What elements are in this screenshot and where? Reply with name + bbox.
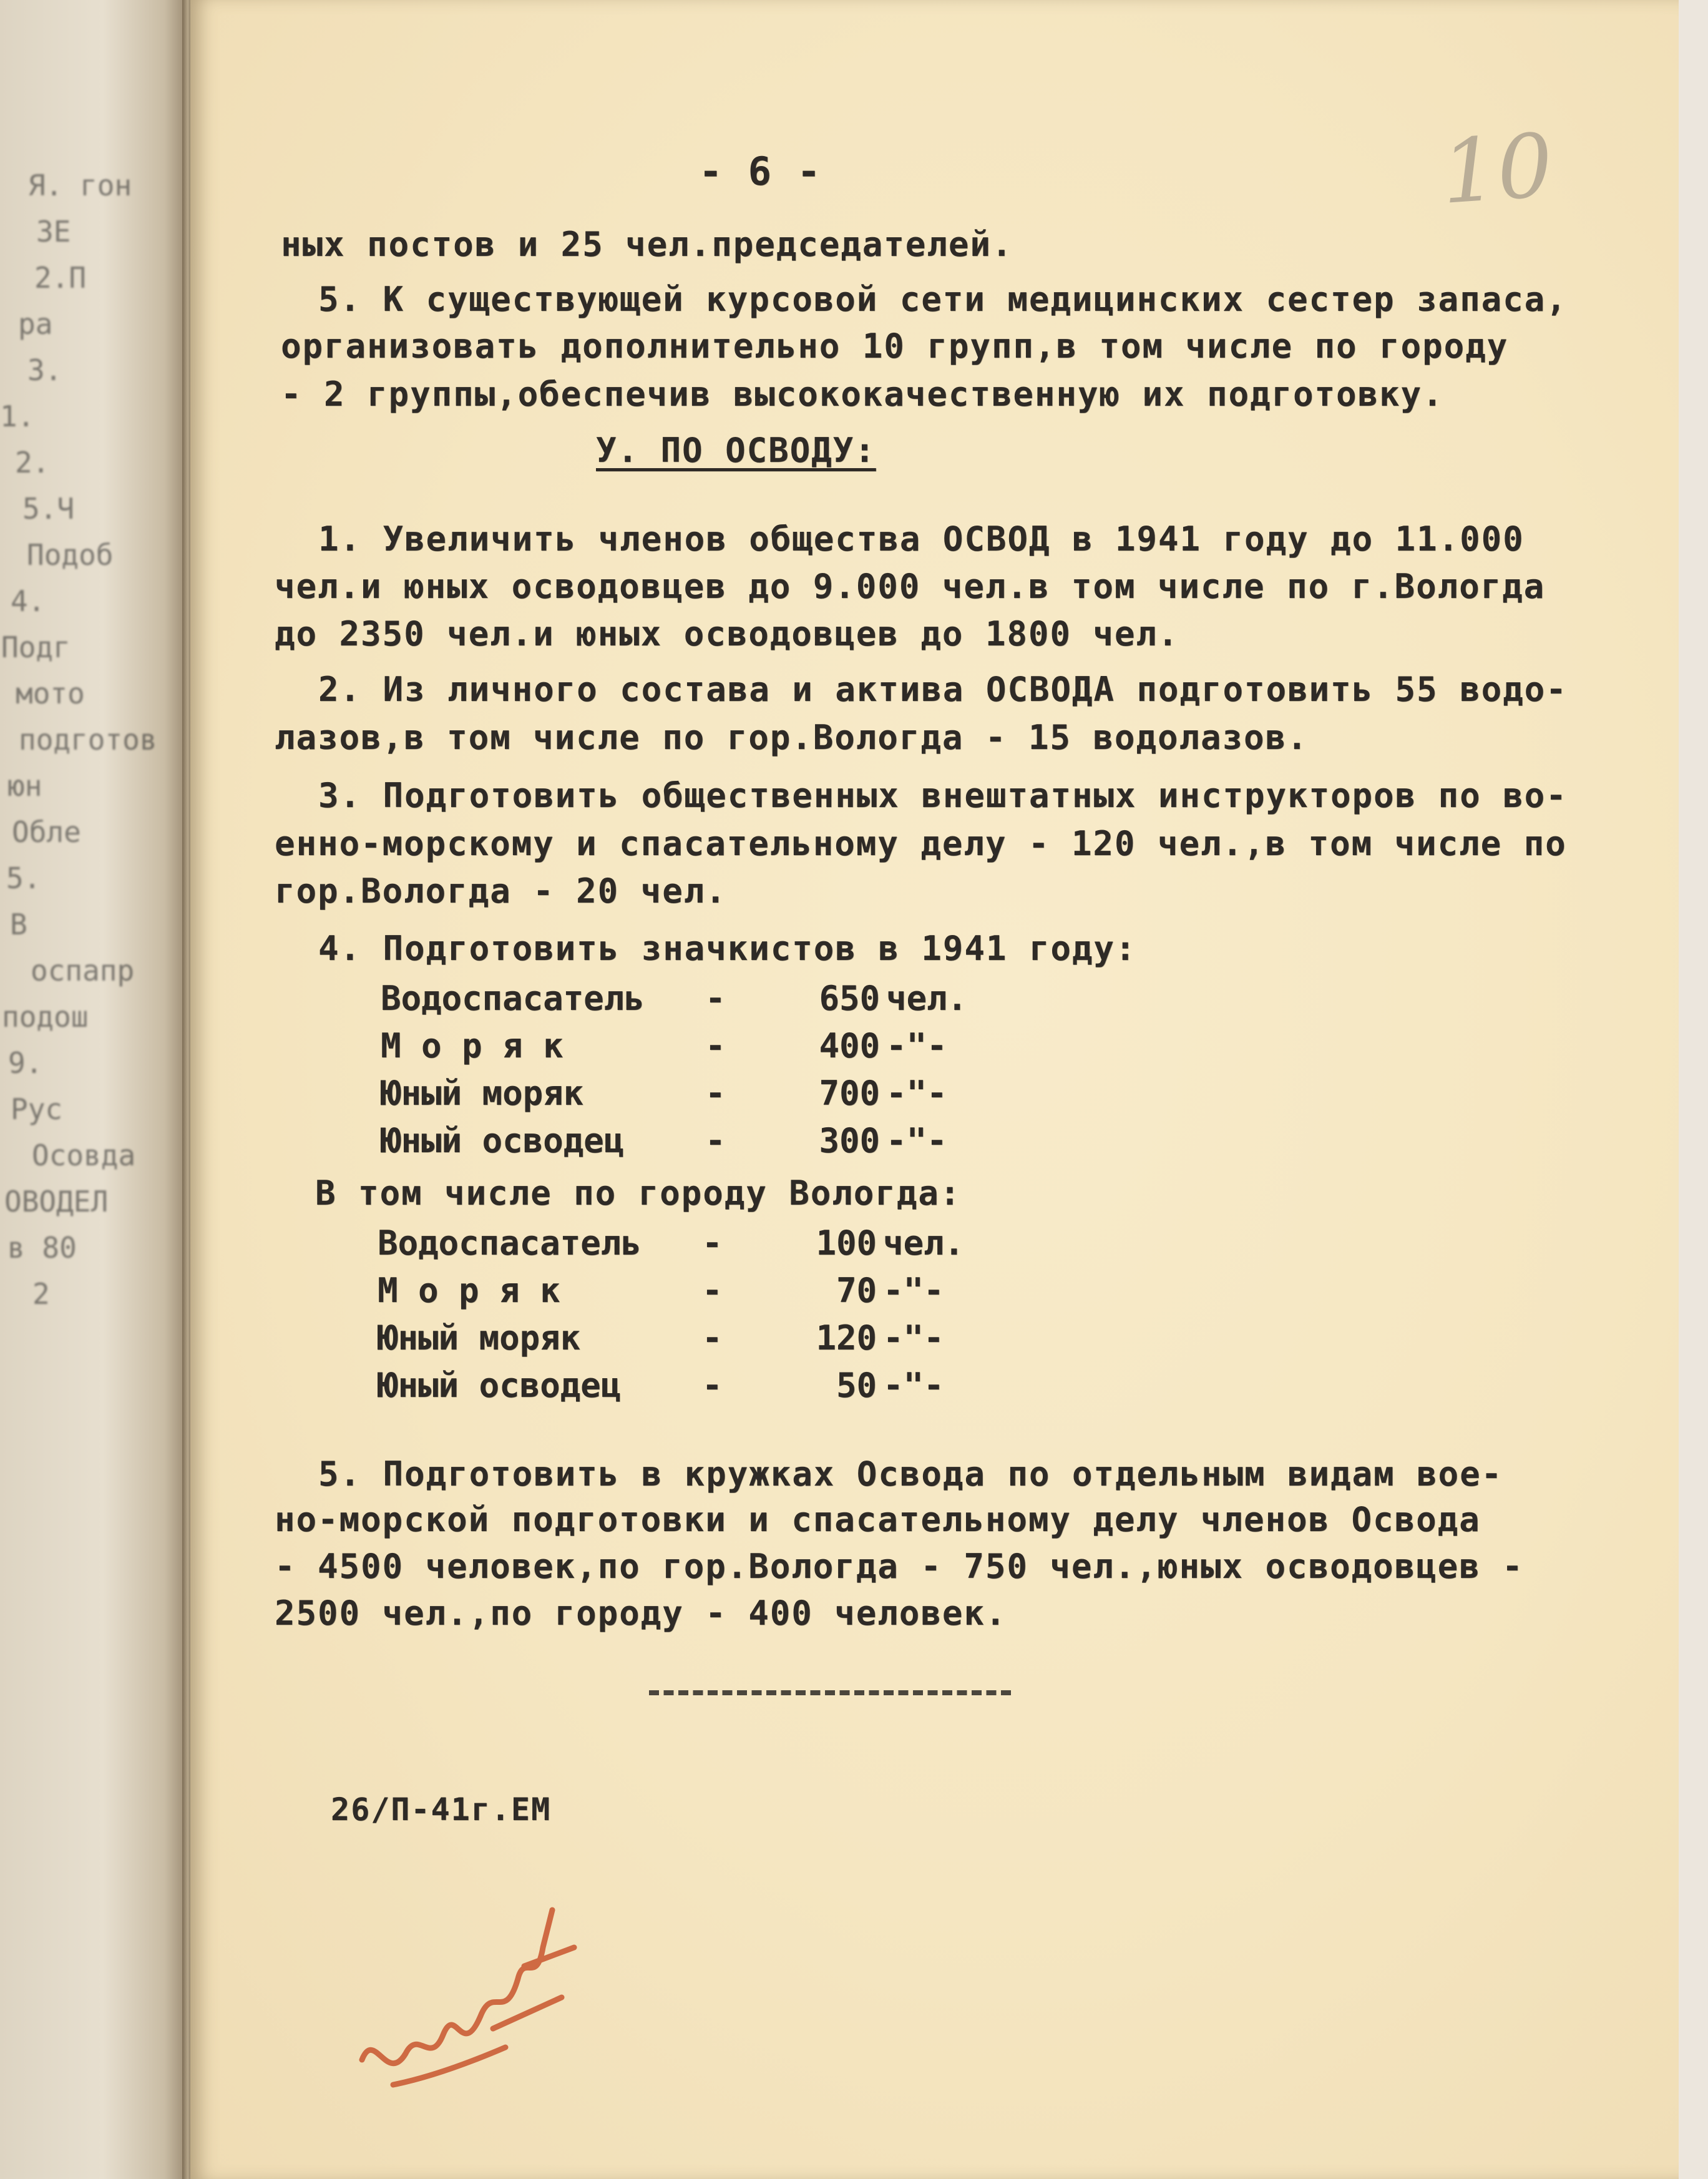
table-row	[378, 1271, 1002, 1318]
left-page-fragment: подош	[2, 1000, 89, 1034]
table-row	[378, 1223, 1002, 1271]
handwritten-sheet-number: 10	[1438, 114, 1556, 225]
item-5b-line-2: но-морской подготовки и спасательному делу членов Осводa	[275, 1500, 1481, 1539]
badge-name: Водоспасатель	[378, 1223, 642, 1263]
left-page	[0, 0, 187, 2179]
left-page-fragment: ЗЕ	[36, 215, 71, 248]
item-5-line-3: - 2 группы,обеспечив высококачественную их подготовку.	[281, 375, 1444, 414]
unit-label: чел.	[886, 979, 968, 1018]
badge-count: 100	[816, 1223, 877, 1263]
table-row	[378, 1318, 1002, 1366]
table-row	[378, 1366, 1002, 1413]
unit-label: -"-	[886, 1026, 947, 1065]
separator-dash: -	[702, 1223, 723, 1263]
left-page-fragment: оспапр	[31, 954, 135, 987]
left-page-fragment: 2.П	[34, 261, 87, 295]
left-page-text	[0, 162, 181, 1317]
item-5b-line-4: 2500 чел.,по городу - 400 человек.	[275, 1594, 1007, 1633]
left-page-fragment: 4.	[11, 584, 46, 618]
table-row	[381, 1026, 1005, 1074]
separator-dash: -	[705, 1026, 726, 1065]
left-page-fragment: подготов	[19, 723, 157, 757]
badge-name: Водоспасатель	[381, 979, 645, 1018]
badge-name: Юный моряк	[381, 1074, 584, 1113]
left-page-fragment: Рус	[11, 1092, 63, 1126]
left-page-fragment: 9.	[8, 1046, 43, 1080]
left-page-fragment: 5.	[6, 861, 41, 895]
left-page-fragment: юн	[7, 769, 42, 803]
item-2-line-1: 2. Из личного состава и актива ОСВОДА подготовить 55 водо-	[318, 670, 1568, 709]
item-3-line-3: гор.Вологда - 20 чел.	[275, 871, 727, 911]
page-number: - 6 -	[699, 149, 822, 194]
left-page-fragment: Подоб	[27, 538, 114, 572]
left-page-fragment: 1.	[0, 399, 35, 433]
table-row	[381, 979, 1005, 1026]
item-1-line-2: чел.и юных осводовцев до 9.000 чел.в том числе по г.Вологда	[275, 567, 1546, 606]
unit-label: -"-	[883, 1366, 944, 1405]
line-continuation: ных постов и 25 чел.председателей.	[281, 225, 1013, 264]
closing-rule	[649, 1690, 1011, 1695]
separator-dash: -	[702, 1271, 723, 1310]
item-2-line-2: лазов,в том числе по гор.Вологда - 15 водолазов.	[275, 718, 1309, 757]
left-page-fragment: Я. гон	[28, 169, 132, 202]
badge-count: 50	[836, 1366, 877, 1405]
left-page-fragment: ОВОДЕЛ	[4, 1185, 109, 1218]
badge-name: Юный моряк	[378, 1318, 581, 1358]
unit-label: -"-	[886, 1074, 947, 1113]
left-page-fragment: 2	[32, 1277, 50, 1311]
left-page-fragment: 2.	[15, 446, 50, 479]
left-page-fragment: Подг	[1, 630, 71, 664]
badge-count: 400	[819, 1026, 880, 1065]
badge-count: 650	[819, 979, 880, 1018]
unit-label: -"-	[883, 1271, 944, 1310]
item-1-line-3: до 2350 чел.и юных осводовцев до 1800 чел.	[275, 614, 1179, 654]
separator-dash: -	[705, 1074, 726, 1113]
badge-name: Юный осводец	[378, 1366, 622, 1405]
badge-count: 70	[836, 1271, 877, 1310]
left-page-fragment: 3.	[27, 353, 62, 387]
item-1-line-1: 1. Увеличить членов общества ОСВОД в 1941 году до 11.000	[318, 519, 1525, 559]
left-page-fragment: в 80	[7, 1231, 77, 1265]
left-page-fragment: Обле	[12, 815, 81, 849]
left-page-fragment: Осовда	[32, 1138, 136, 1172]
separator-dash: -	[705, 1121, 726, 1160]
badge-name: М о р я к	[378, 1271, 560, 1310]
separator-dash: -	[705, 979, 726, 1018]
table-row	[381, 1121, 1005, 1168]
unit-label: -"-	[883, 1318, 944, 1358]
item-5-line-1: 5. К существующей курсовой сети медицинских сестер запаса,	[318, 280, 1568, 319]
date-code: 26/П-41г.ЕМ	[331, 1791, 552, 1828]
badge-name: Юный осводец	[381, 1121, 625, 1160]
item-5b-line-3: - 4500 человек,по гор.Вологда - 750 чел.,юных осводовцев -	[275, 1547, 1524, 1586]
unit-label: -"-	[886, 1121, 947, 1160]
handwritten-signature	[337, 1873, 605, 2110]
badge-name: М о р я к	[381, 1026, 564, 1065]
left-page-fragment: В	[10, 908, 27, 941]
separator-dash: -	[702, 1318, 723, 1358]
left-page-fragment: ра	[18, 307, 53, 341]
item-3-line-1: 3. Подготовить общественных внештатных инструкторов по во-	[318, 776, 1568, 815]
item-3-line-2: енно-морскому и спасательному делу - 120 чел.,в том числе по	[275, 824, 1567, 863]
left-page-fragment: 5.Ч	[22, 492, 75, 526]
item-5b-line-1: 5. Подготовить в кружках Осводa по отдельным видам вое-	[318, 1454, 1503, 1494]
item-4-line-1: 4. Подготовить значкистов в 1941 году:	[318, 929, 1137, 968]
table-row	[381, 1074, 1005, 1121]
page-edge	[1679, 0, 1708, 2179]
badge-count: 700	[819, 1074, 880, 1113]
section-heading: У. ПО ОСВОДУ:	[596, 431, 876, 470]
separator-dash: -	[702, 1366, 723, 1405]
city-subheading: В том числе по городу Вологда:	[315, 1173, 962, 1213]
item-5-line-2: организовать дополнительно 10 групп,в том числе по городу	[281, 326, 1509, 366]
unit-label: чел.	[883, 1223, 965, 1263]
left-page-fragment: мото	[16, 677, 85, 710]
badge-count: 120	[816, 1318, 877, 1358]
badge-count: 300	[819, 1121, 880, 1160]
